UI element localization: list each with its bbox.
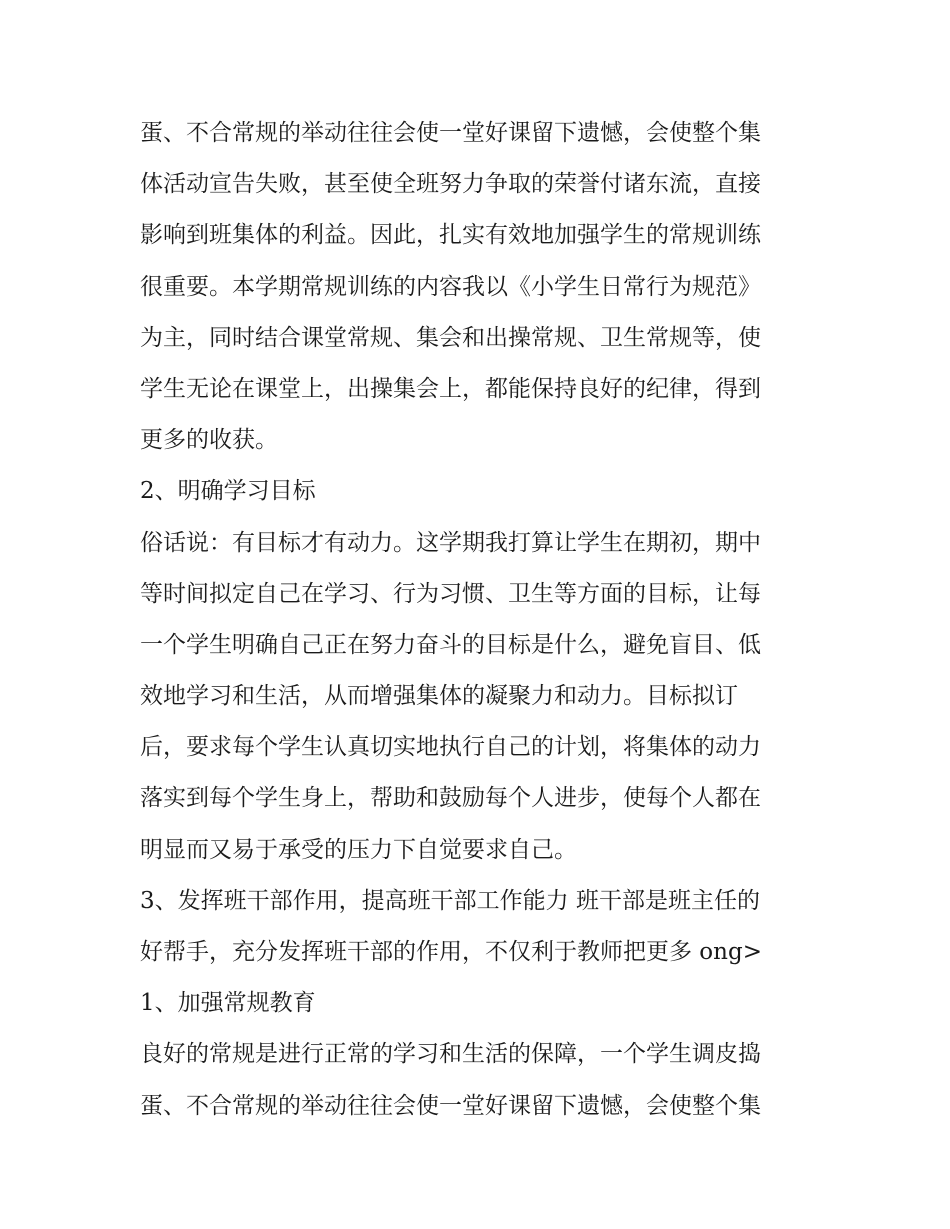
- text-line: 等时间拟定自己在学习、行为习惯、卫生等方面的目标，让每: [140, 580, 761, 607]
- text-line: 为主，同时结合课堂常规、集会和出操常规、卫生常规等，使: [140, 324, 761, 351]
- text-line: 落实到每个学生身上，帮助和鼓励每个人进步，使每个人都在: [140, 785, 761, 812]
- text-line: 好帮手，充分发挥班干部的作用，不仅利于教师把更多 ong>: [140, 939, 762, 965]
- text-line: 俗话说：有目标才有动力。这学期我打算让学生在期初，期中: [140, 529, 761, 556]
- document-body: [140, 108, 820, 1132]
- text-line: 蛋、不合常规的举动往往会使一堂好课留下遗憾，会使整个集: [140, 1092, 761, 1119]
- text-line: 后，要求每个学生认真切实地执行自己的计划，将集体的动力: [140, 734, 761, 761]
- text-line: 蛋、不合常规的举动往往会使一堂好课留下遗憾，会使整个集: [140, 120, 761, 146]
- text-line: 影响到班集体的利益。因此，扎实有效地加强学生的常规训练: [140, 222, 761, 249]
- text-line: 学生无论在课堂上，出操集会上，都能保持良好的纪律，得到: [140, 375, 761, 402]
- text-line: 很重要。本学期常规训练的内容我以《小学生日常行为规范》: [140, 273, 761, 300]
- section-heading: 3、发挥班干部作用，提高班干部工作能力 班干部是班主任的: [140, 887, 760, 914]
- section-heading: 2、明确学习目标: [140, 478, 316, 505]
- text-line: 良好的常规是进行正常的学习和生活的保障，一个学生调皮捣: [140, 1041, 761, 1068]
- section-heading: 1、加强常规教育: [140, 990, 316, 1017]
- text-line: 一个学生明确自己正在努力奋斗的目标是什么，避免盲目、低: [140, 631, 761, 658]
- text-line: 体活动宣告失败，甚至使全班努力争取的荣誉付诸东流，直接: [140, 171, 761, 198]
- text-line: 效地学习和生活，从而增强集体的凝聚力和动力。目标拟订: [140, 683, 738, 710]
- text-line: 明显而又易于承受的压力下自觉要求自己。: [140, 836, 577, 863]
- text-line: 更多的收获。: [140, 427, 278, 454]
